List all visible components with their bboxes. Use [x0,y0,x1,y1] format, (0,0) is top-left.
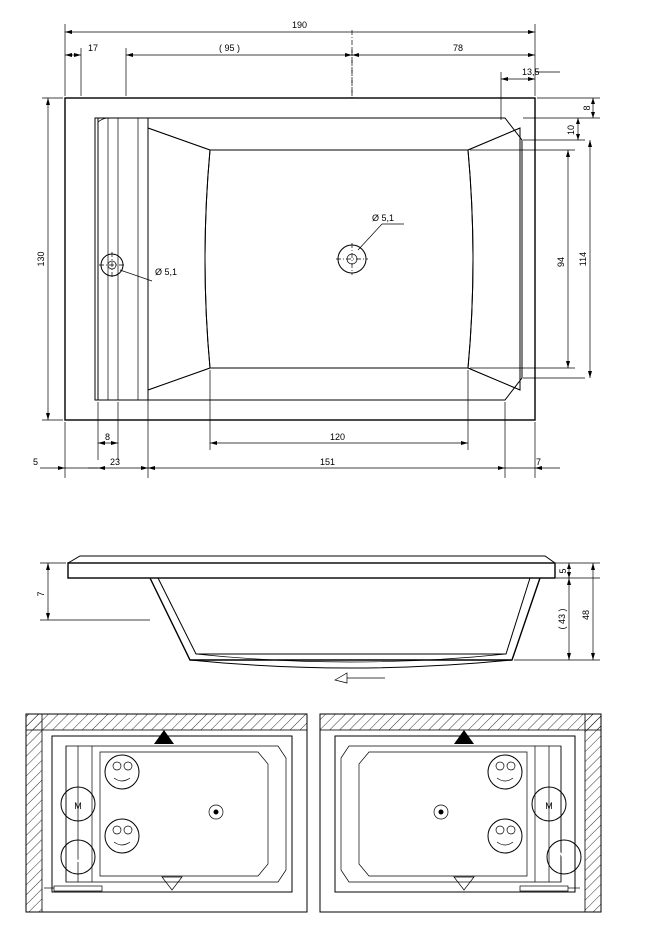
arrow-95-l [126,53,133,57]
dim-114-text: 114 [578,251,588,267]
install-left-jet-b3 [114,842,130,845]
dim-10-text: 10 [566,124,576,136]
arrow-130-t [46,98,50,105]
dim-120-text: 120 [330,432,346,442]
arrow-s48-t [591,563,595,570]
arrow-78-l [352,53,359,57]
install-left-bar [54,886,102,891]
arrow-b8-l [98,441,105,445]
install-left-arrow-top [154,730,174,744]
install-right-wall-side [585,714,601,912]
arrow-s5-t [567,563,571,569]
install-left-motor-white-label: M [74,801,82,811]
arrow-151-r [498,466,505,470]
install-right-jet-b1 [496,826,504,834]
dim-190-text: 190 [292,20,308,30]
arrow-120-r [461,441,468,445]
install-right-jet-a2 [507,762,515,770]
dim-135-text: 13,5 [522,67,540,77]
install-right-jet-b [488,819,522,853]
section-bottom-curve-inner [196,654,506,662]
dim-s7-text: 7 [36,591,46,597]
install-left-basin [100,752,268,876]
install-right-jet-a3 [497,778,513,781]
arrow-s7-t [46,563,50,570]
center-drain-leader [358,224,382,250]
install-left-motor-black-label: M [72,849,84,865]
install-left-rim [66,746,286,882]
dim-95-text: ( 95 ) [219,43,241,53]
install-left-jet-a1 [113,762,121,770]
arrow-78-r [528,53,535,57]
install-right-basin [359,752,527,876]
install-right-bar [520,886,568,891]
basin-edge-br [468,368,520,390]
side-drain-label: Ø 5,1 [155,267,178,277]
install-left-jet-a [105,755,139,789]
dim-8-text: 8 [582,105,592,111]
basin-left-panel [148,128,210,390]
dim-94-text: 94 [556,256,566,268]
install-left-jet-b [105,819,139,853]
section-rim [68,563,555,578]
install-right-motor-black-label: M [558,849,570,865]
dim-130-text: 130 [36,251,46,267]
dim-b8-text: 8 [105,432,111,442]
install-right-motor-white-label: M [545,801,553,811]
arrow-95-r [345,53,352,57]
tub-rim [95,118,522,400]
arrow-23-l [98,466,105,470]
plan-view [33,20,600,478]
arrow-5-r [58,466,65,470]
section-body-outer [150,578,540,660]
install-right-arrow-bottom [454,877,474,890]
install-right-wall-top [320,714,601,730]
arrow-151-l [148,466,155,470]
arrow-b8-r [111,441,118,445]
section-bottom-curve [190,660,512,668]
left-ledge [98,118,148,400]
arrow-114-b [588,371,592,378]
section-rim-top [68,556,555,563]
dim-s43-text: ( 43 ) [557,608,567,630]
arrow-17-l [65,53,72,57]
arrow-8-t [591,98,595,104]
install-left-wall-top [26,714,307,730]
arrow-17-r [74,53,81,57]
left-ledge-corner-tl [98,118,108,122]
arrow-s43-t [567,578,571,585]
dim-7-text: 7 [536,457,542,467]
dim-s48-text: 48 [581,609,591,621]
install-left-jet-a3 [114,778,130,781]
arrow-10-t [576,118,580,124]
installation-left [26,714,307,912]
basin-edge-bl [148,368,210,390]
basin-edge-tl [148,128,210,150]
install-right-tub [335,736,575,892]
install-right-jet-b3 [497,842,513,845]
install-left-arrow-bottom [162,877,182,890]
install-left-wall-side [26,714,42,912]
center-drain-label: Ø 5,1 [372,213,395,223]
arrow-120-l [210,441,217,445]
section-view [36,556,600,683]
install-right-jet-a1 [496,762,504,770]
install-left-jet-a2 [124,762,132,770]
tub-outline [65,98,535,420]
install-right-jet-a [488,755,522,789]
center-drain-outer [338,245,366,273]
install-right-rim [341,746,561,882]
install-right-drain-dot [439,810,444,815]
arrow-94-b [566,361,570,368]
section-datum-arrow [335,673,347,683]
arrow-8-b [591,112,595,118]
arrow-s7-b [46,613,50,620]
arrow-190-r [528,30,535,34]
basin-right-panel [468,128,520,390]
arrow-135-r [528,77,535,81]
arrow-114-t [588,140,592,147]
arrow-130-b [46,413,50,420]
arrow-190-l [65,30,72,34]
install-right-arrow-top [454,730,474,744]
arrow-135-l [501,77,508,81]
arrow-10-b [576,134,580,140]
install-left-tub [52,736,292,892]
side-drain-leader [120,270,152,281]
install-right-jet-b2 [507,826,515,834]
arrow-s48-b [591,653,595,660]
dim-78-text: 78 [453,43,464,53]
install-left-jet-b1 [113,826,121,834]
dim-5-text: 5 [33,457,39,467]
arrow-s43-b [567,653,571,660]
dim-151-text: 151 [320,457,336,467]
installation-right [320,714,601,912]
dim-23-text: 23 [110,457,121,467]
basin-edge-tr [468,128,520,150]
install-left-jet-b2 [124,826,132,834]
dim-s5-text: 5 [558,568,568,574]
arrow-94-t [566,150,570,157]
section-body-inner [158,578,530,654]
arrow-23-r [141,466,148,470]
dim-17-text: 17 [88,43,99,53]
install-left-drain-dot [214,810,219,815]
